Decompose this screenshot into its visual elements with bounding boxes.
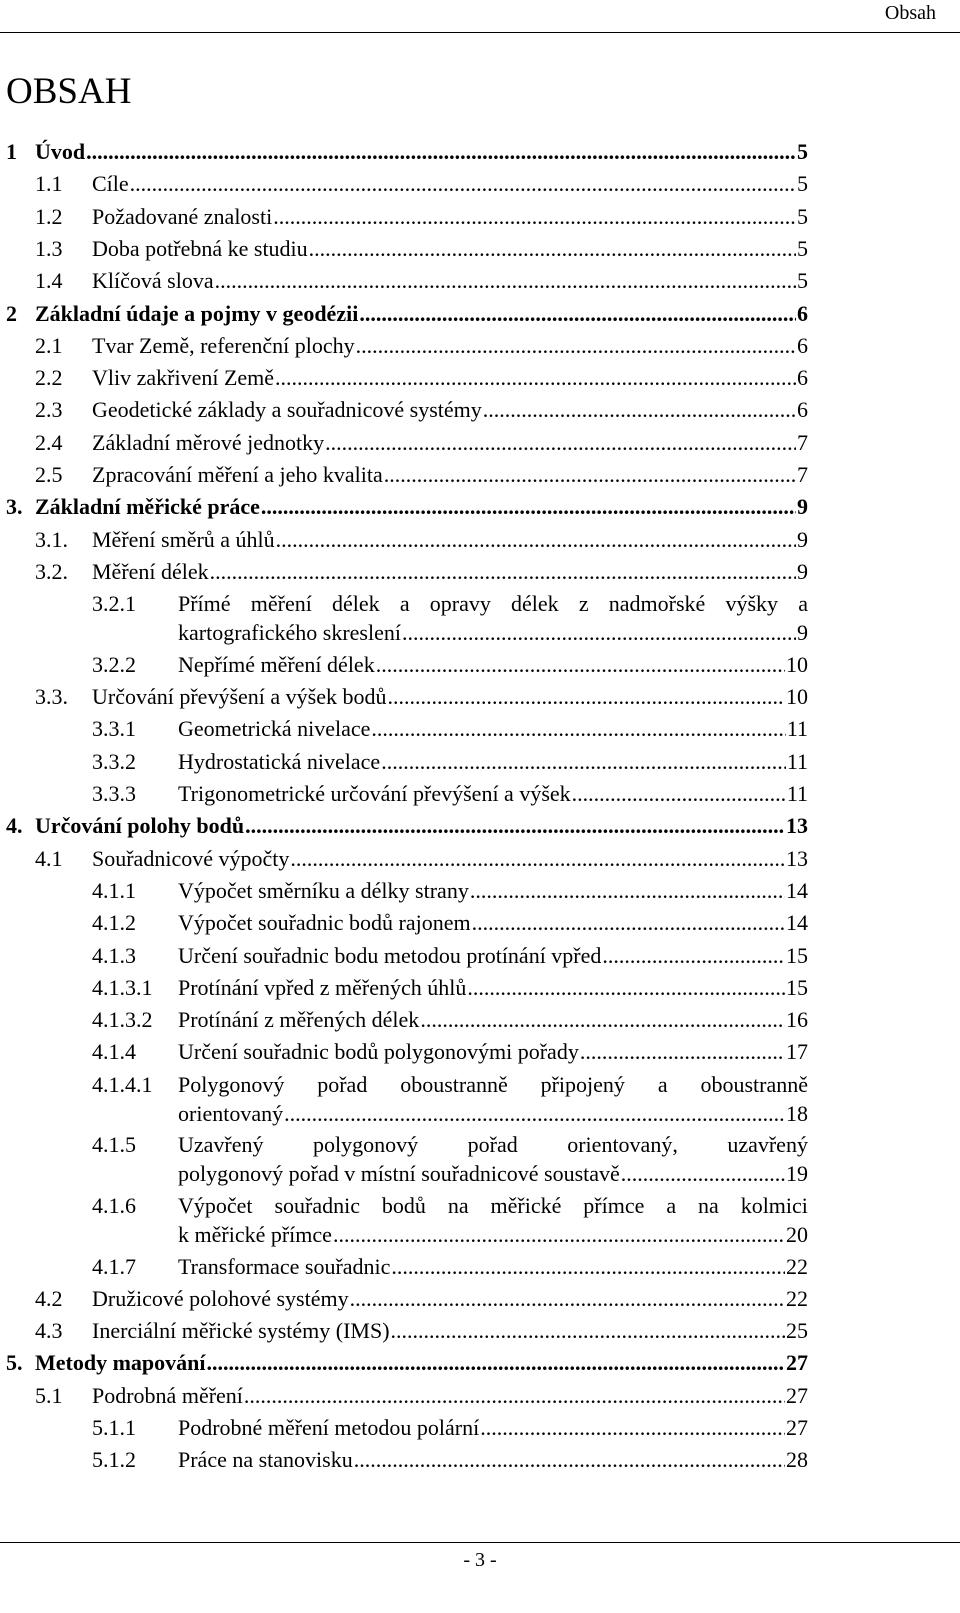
toc-entry-page: 7 xyxy=(797,429,808,455)
toc-entry-page: 15 xyxy=(786,974,808,1000)
toc-entry-title: Inerciální měřické systémy (IMS) xyxy=(92,1318,390,1344)
toc-entry-title-line1 xyxy=(178,1070,808,1099)
toc-entry-number: 4.1.1 xyxy=(92,877,136,903)
toc-entry-number: 1.1 xyxy=(35,171,63,197)
toc-entry-number: 3.1. xyxy=(35,526,68,552)
toc-entry-title: Podrobná měření xyxy=(92,1382,243,1408)
title-word: opravy xyxy=(429,591,491,617)
dot-leader xyxy=(602,941,785,970)
toc-entry-page: 11 xyxy=(786,748,808,774)
dot-leader xyxy=(350,1284,785,1313)
dot-leader xyxy=(472,908,785,937)
toc-entry-page: 9 xyxy=(797,558,808,584)
title-word: uzavřený xyxy=(727,1132,808,1158)
toc-entry-number: 3.2. xyxy=(35,558,68,584)
title-word: z xyxy=(578,591,589,617)
toc-entry-page: 6 xyxy=(797,300,808,326)
dot-leader xyxy=(244,1381,785,1410)
toc-entry-title: kartografického skreslení xyxy=(178,620,401,646)
toc-entry-title: Trigonometrické určování převýšení a výšek xyxy=(178,781,571,806)
toc-entry-title: Protínání z měřených délek xyxy=(178,1007,420,1033)
header-rule xyxy=(0,32,960,33)
toc-entry-page: 27 xyxy=(786,1382,808,1408)
toc-entry-number: 3.3. xyxy=(35,684,68,710)
dot-leader xyxy=(273,202,796,231)
dot-leader xyxy=(210,557,796,586)
toc-entry-number: 4.1.3 xyxy=(92,942,136,968)
toc-entry-title: Určování polohy bodů xyxy=(35,813,245,839)
toc-entry-page: 16 xyxy=(786,1007,808,1033)
toc-entry-title: Práce na stanovisku xyxy=(178,1447,353,1473)
title-word: pořad xyxy=(317,1071,368,1097)
toc-entry-number: 5. xyxy=(6,1350,23,1376)
footer-page-number: - 3 - xyxy=(463,1549,497,1571)
page-title: OBSAH xyxy=(6,71,132,112)
toc-entry-title: Výpočet směrníku a délky strany xyxy=(178,877,469,903)
toc-entry-number: 3.2.1 xyxy=(92,591,136,617)
dot-leader xyxy=(356,331,796,360)
toc-entry-page: 25 xyxy=(786,1318,808,1344)
toc-entry-number: 4.1.4 xyxy=(92,1039,136,1065)
toc-entry-number: 2.2 xyxy=(35,365,63,391)
toc-entry-number: 4.1.3.2 xyxy=(92,1007,153,1033)
dot-leader xyxy=(391,1252,785,1281)
toc-entry-title: Měření směrů a úhlů xyxy=(92,526,275,552)
dot-leader xyxy=(483,395,796,424)
toc-entry-title: Hydrostatická nivelace xyxy=(178,748,381,774)
toc-entry-page: 15 xyxy=(786,942,808,968)
toc-entry-page: 20 xyxy=(786,1221,808,1247)
toc-entry-number: 3. xyxy=(6,494,23,520)
toc-entry-title: Cíle xyxy=(92,171,129,197)
toc-entry-number: 1.3 xyxy=(35,235,63,261)
dot-leader xyxy=(130,169,796,198)
toc-entry-page: 6 xyxy=(797,397,808,423)
toc-entry-title: Nepřímé měření délek xyxy=(178,651,375,677)
toc-entry-title: Družicové polohové systémy xyxy=(92,1285,349,1311)
dot-leader xyxy=(284,1099,785,1128)
toc-entry-number: 4.1.2 xyxy=(92,910,136,936)
dot-leader xyxy=(420,1005,785,1034)
title-word: na xyxy=(447,1192,469,1218)
toc-entry-title: orientovaný xyxy=(178,1100,284,1126)
toc-entry-page: 27 xyxy=(786,1350,808,1376)
dot-leader xyxy=(371,714,785,743)
dot-leader xyxy=(275,363,796,392)
dot-leader xyxy=(325,428,796,457)
toc-entry-title-line1 xyxy=(178,1130,808,1159)
toc-entry-number: 3.3.1 xyxy=(92,716,136,742)
title-word: výšky xyxy=(725,591,779,617)
dot-leader xyxy=(402,618,796,647)
toc-entry-number: 2.5 xyxy=(35,462,63,487)
dot-leader xyxy=(245,811,785,840)
toc-entry-number: 2.3 xyxy=(35,397,63,423)
toc-entry-page: 10 xyxy=(786,684,808,710)
toc-entry-page: 5 xyxy=(797,171,808,197)
dot-leader xyxy=(381,747,786,776)
toc-entry-page: 11 xyxy=(786,716,808,742)
toc-entry-page: 22 xyxy=(786,1253,808,1279)
toc-entry-title: Doba potřebná ke studiu xyxy=(92,235,308,261)
title-word: a xyxy=(666,1192,677,1218)
toc-entry-page: 5 xyxy=(797,268,808,294)
toc-entry-title: Požadované znalosti xyxy=(92,203,273,229)
toc-entry-number: 2.4 xyxy=(35,429,63,455)
toc-entry-title: Zpracování měření a jeho kvalita xyxy=(92,462,383,487)
page-header-label: Obsah xyxy=(884,2,936,24)
toc-entry-page: 14 xyxy=(786,877,808,903)
toc-entry-number: 4.1 xyxy=(35,845,63,871)
dot-leader xyxy=(384,460,796,489)
dot-leader xyxy=(207,1348,786,1377)
toc-entry-title: Základní údaje a pojmy v geodézii xyxy=(35,300,359,326)
toc-entry-number: 4.1.5 xyxy=(92,1132,136,1158)
toc-entry-title: Souřadnicové výpočty xyxy=(92,845,290,871)
toc-entry-number: 3.2.2 xyxy=(92,651,136,677)
toc-entry-page: 9 xyxy=(797,620,808,646)
toc-entry-title: Geometrická nivelace xyxy=(178,716,371,742)
toc-entry-page: 5 xyxy=(797,139,808,164)
toc-entry-number: 3.3.3 xyxy=(92,781,136,806)
toc-entry-number: 2.1 xyxy=(35,332,63,358)
toc-entry-page: 5 xyxy=(797,203,808,229)
toc-entry-title: Určení souřadnic bodů polygonovými pořady xyxy=(178,1039,579,1065)
toc-entry-page: 14 xyxy=(786,910,808,936)
title-word: Přímé xyxy=(178,591,231,617)
dot-leader xyxy=(359,299,796,328)
toc-entry-page: 28 xyxy=(786,1447,808,1473)
title-word: přímce xyxy=(583,1192,645,1218)
toc-entry-number: 4.1.6 xyxy=(92,1192,136,1218)
dot-leader xyxy=(276,525,796,554)
title-word: polygonový xyxy=(313,1132,419,1158)
toc-entry-number: 4.1.3.1 xyxy=(92,974,153,1000)
dot-leader xyxy=(470,876,785,905)
toc-entry-title: Výpočet souřadnic bodů rajonem xyxy=(178,910,471,936)
dot-leader xyxy=(290,844,785,873)
toc-entry-page: 7 xyxy=(797,462,808,487)
toc-entry-title: k měřické přímce xyxy=(178,1221,332,1247)
title-word: a xyxy=(657,1071,668,1097)
dot-leader xyxy=(86,137,796,166)
toc-entry-title: Měření délek xyxy=(92,558,209,584)
toc-entry-page: 6 xyxy=(797,365,808,391)
title-word: měřické xyxy=(490,1192,562,1218)
toc-entry-title: Tvar Země, referenční plochy xyxy=(92,332,355,358)
toc-entry-page: 10 xyxy=(786,651,808,677)
dot-leader xyxy=(480,1413,785,1442)
title-word: délek xyxy=(332,591,380,617)
toc-entry-title: Určování převýšení a výšek bodů xyxy=(92,684,387,710)
title-word: měření xyxy=(250,591,312,617)
title-word: orientovaný, xyxy=(567,1132,678,1158)
toc-entry-title: Geodetické základy a souřadnicové systémy xyxy=(92,397,482,423)
footer-rule xyxy=(0,1542,960,1543)
dot-leader xyxy=(354,1445,785,1474)
toc-entry-page: 13 xyxy=(786,845,808,871)
toc-entry-number: 4.1.7 xyxy=(92,1253,136,1279)
title-word: a xyxy=(399,591,410,617)
toc-entry-page: 17 xyxy=(786,1039,808,1065)
toc-entry-number: 5.1.2 xyxy=(92,1447,136,1473)
title-word: připojený xyxy=(540,1071,625,1097)
title-word: Výpočet xyxy=(178,1192,253,1218)
title-word: pořad xyxy=(467,1132,518,1158)
toc-entry-number: 1.2 xyxy=(35,203,63,229)
toc-entry-title: Úvod xyxy=(35,139,86,164)
toc-entry-number: 4.2 xyxy=(35,1285,63,1311)
title-word: nadmořské xyxy=(608,591,706,617)
toc-entry-page: 13 xyxy=(786,813,808,839)
title-word: souřadnic xyxy=(274,1192,360,1218)
toc-entry-title: Podrobné měření metodou polární xyxy=(178,1415,480,1440)
title-word: bodů xyxy=(381,1192,426,1218)
toc-entry-page: 5 xyxy=(797,235,808,261)
toc-entry-page: 6 xyxy=(797,332,808,358)
title-word: na xyxy=(698,1192,719,1218)
toc-entry-number: 5.1.1 xyxy=(92,1415,136,1440)
toc-entry-page: 27 xyxy=(786,1415,808,1440)
dot-leader xyxy=(391,1316,785,1345)
toc-entry-page: 22 xyxy=(786,1285,808,1311)
dot-leader xyxy=(580,1037,785,1066)
dot-leader xyxy=(467,973,785,1002)
toc-entry-number: 2 xyxy=(6,300,17,326)
toc-entry-title: Protínání vpřed z měřených úhlů xyxy=(178,974,467,1000)
toc-entry-number: 4.3 xyxy=(35,1318,63,1344)
toc-entry-title: Transformace souřadnic xyxy=(178,1253,391,1279)
title-word: délek xyxy=(511,591,559,617)
toc-entry-number: 4. xyxy=(6,813,23,839)
toc-entry-number: 5.1 xyxy=(35,1382,63,1408)
title-word: oboustranně xyxy=(400,1071,508,1097)
toc-entry-title: Metody mapování xyxy=(35,1350,206,1376)
toc-entry-title-line1 xyxy=(178,589,808,618)
toc-entry-title: Klíčová slova xyxy=(92,268,214,294)
toc-entry-title-line1 xyxy=(178,1191,808,1220)
dot-leader xyxy=(309,234,796,263)
toc-entry-page: 18 xyxy=(786,1100,808,1126)
dot-leader xyxy=(333,1220,785,1249)
title-word: Uzavřený xyxy=(178,1132,264,1158)
toc-entry-number: 1 xyxy=(6,139,17,164)
title-word: a xyxy=(798,591,808,617)
toc-entry-title: polygonový pořad v místní souřadnicové soustavě xyxy=(178,1161,620,1187)
toc-entry-page: 19 xyxy=(786,1161,808,1187)
dot-leader xyxy=(387,682,785,711)
title-word: Polygonový xyxy=(178,1071,285,1097)
toc-entry-title: Určení souřadnic bodu metodou protínání vpřed xyxy=(178,942,602,968)
toc-entry-title: Základní měrové jednotky xyxy=(92,429,325,455)
toc-entry-number: 4.1.4.1 xyxy=(92,1071,153,1097)
toc-entry-title: Základní měřické práce xyxy=(35,494,260,520)
toc-entry-number: 1.4 xyxy=(35,268,63,294)
toc-entry-page: 11 xyxy=(786,781,808,806)
title-word: oboustranně xyxy=(700,1071,808,1097)
dot-leader xyxy=(261,492,796,521)
title-word: kolmici xyxy=(740,1192,808,1218)
toc-entry-page: 9 xyxy=(797,526,808,552)
dot-leader xyxy=(572,779,786,808)
dot-leader xyxy=(376,650,785,679)
toc-entry-title: Vliv zakřivení Země xyxy=(92,365,275,391)
dot-leader xyxy=(621,1159,785,1188)
dot-leader xyxy=(215,266,796,295)
toc-entry-number: 3.3.2 xyxy=(92,748,136,774)
toc-entry-page: 9 xyxy=(797,494,808,520)
